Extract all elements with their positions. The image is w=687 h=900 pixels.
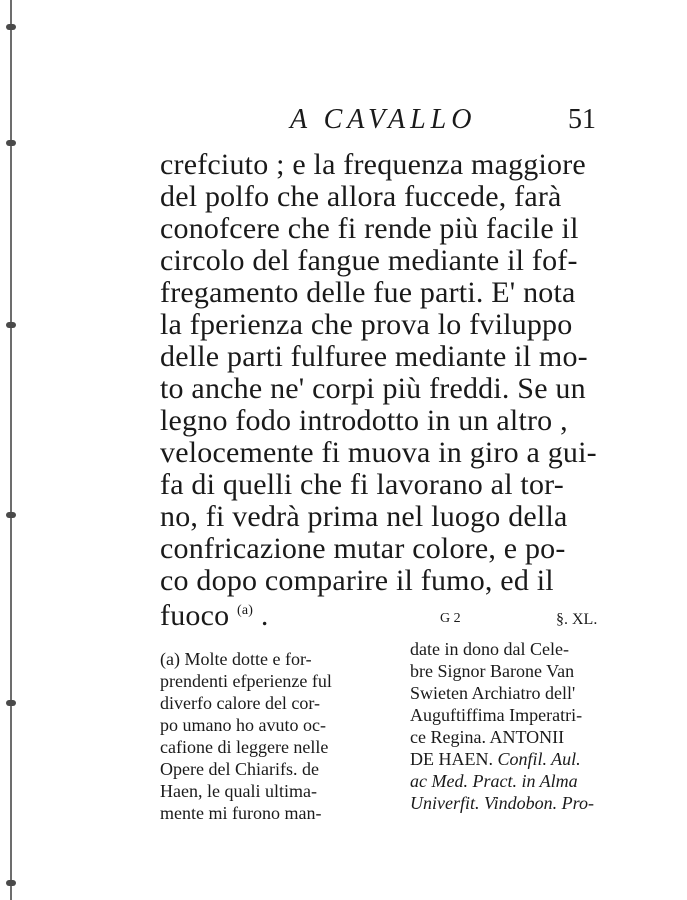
- footnote-line: ac Med. Pract. in Alma: [410, 771, 578, 791]
- body-line: fa di quelli che fi lavorano al tor-: [160, 468, 564, 501]
- footnote-line: diverfo calore del cor-: [160, 693, 321, 713]
- footnote-line: Haen, le quali ultima-: [160, 781, 317, 801]
- footnote-line: mente mi furono man-: [160, 803, 322, 823]
- footnote-line: date in dono dal Cele-: [410, 639, 569, 659]
- footnote-line: Swieten Archiatro dell': [410, 683, 576, 703]
- body-line-last: [160, 594, 269, 633]
- page-number: 51: [568, 104, 596, 135]
- body-line: velocemente fi muova in giro a gui-: [160, 436, 597, 469]
- footnote-line: Auguftiffima Imperatri-: [410, 705, 583, 725]
- footnote-line: Opere del Chiarifs. de: [160, 759, 319, 779]
- body-line: circolo del fangue mediante il fof-: [160, 244, 578, 277]
- last-word: fuoco: [160, 599, 230, 632]
- footnote-line: (a) Molte dotte e for-: [160, 649, 312, 669]
- body-line: co dopo comparire il fumo, ed il: [160, 564, 554, 597]
- body-line: del polfo che allora fuccede, farà: [160, 180, 562, 213]
- footnote-line: po umano ho avuto oc-: [160, 715, 326, 735]
- body-line: to anche ne' corpi più freddi. Se un: [160, 372, 586, 405]
- body-line: conofcere che fi rende più facile il: [160, 212, 579, 245]
- footnote-author: DE HAEN.: [410, 749, 493, 769]
- binding-edge: [10, 0, 12, 900]
- catchword: §. XL.: [556, 611, 598, 628]
- sentence-end: .: [260, 599, 269, 632]
- footnote-line: prendenti efperienze ful: [160, 671, 332, 691]
- footnote-line: cafione di leggere nelle: [160, 737, 329, 757]
- footnote-italic: Confil. Aul.: [497, 749, 581, 769]
- body-line: confricazione mutar colore, e po-: [160, 532, 566, 565]
- signature-mark: G 2: [440, 611, 461, 626]
- binding-stitch: [6, 24, 16, 30]
- binding-stitch: [6, 700, 16, 706]
- footnote-line: [410, 748, 581, 770]
- footnote-line: Univerfit. Vindobon. Pro-: [410, 793, 594, 813]
- binding-stitch: [6, 322, 16, 328]
- body-line: no, fi vedrà prima nel luogo della: [160, 500, 568, 533]
- body-line: legno fodo introdotto in un altro ,: [160, 404, 568, 437]
- footnote-line: ce Regina. ANTONII: [410, 727, 565, 747]
- binding-stitch: [6, 140, 16, 146]
- binding-stitch: [6, 512, 16, 518]
- body-line: la fperienza che prova lo fviluppo: [160, 308, 573, 341]
- body-line: delle parti fulfuree mediante il mo-: [160, 340, 588, 373]
- body-line: crefciuto ; e la frequenza maggiore: [160, 148, 586, 181]
- footnote-line: bre Signor Barone Van: [410, 661, 575, 681]
- binding-stitch: [6, 880, 16, 886]
- running-head: A CAVALLO: [290, 104, 477, 135]
- body-line: fregamento delle fue parti. E' nota: [160, 276, 576, 309]
- footnote-reference: (a): [237, 603, 254, 618]
